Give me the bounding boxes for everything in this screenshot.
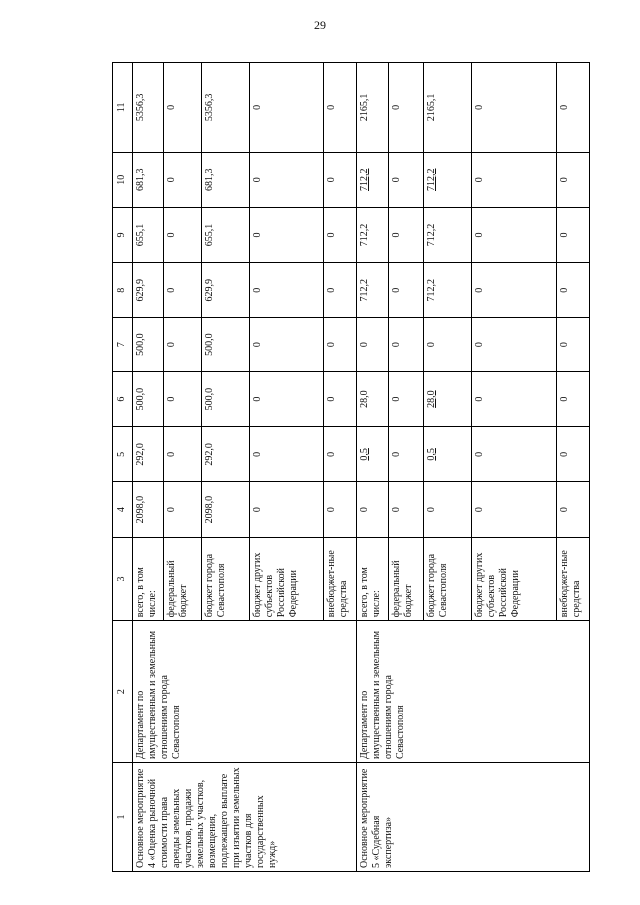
header-row [113, 63, 133, 872]
value-cell: 0 [164, 152, 201, 207]
value-cell: 0 [249, 263, 323, 318]
value-cell: 712,2 [356, 152, 388, 207]
value-cell: 0,5 [356, 427, 388, 482]
value-cell: 0 [324, 372, 357, 427]
value-cell: 0 [249, 63, 323, 153]
value-cell: 0 [471, 207, 556, 262]
value-cell: 0 [471, 263, 556, 318]
value-cell: 0 [249, 372, 323, 427]
source-label: федеральный бюджет [164, 537, 201, 621]
value-cell: 0 [471, 372, 556, 427]
value-cell: 0 [557, 263, 590, 318]
header-cell: 8 [113, 263, 133, 318]
value-cell: 0 [557, 482, 590, 537]
value-cell: 0 [164, 63, 201, 153]
source-label: бюджет других субъектов Российской Федерации [471, 537, 556, 621]
value-cell: 0 [388, 427, 423, 482]
value-cell: 0 [249, 207, 323, 262]
value-cell: 655,1 [132, 207, 164, 262]
header-cell: 1 [113, 763, 133, 872]
value-cell: 681,3 [132, 152, 164, 207]
value-cell: 28,0 [356, 372, 388, 427]
source-label: бюджет других субъектов Российской Федерации [249, 537, 323, 621]
value-cell: 0 [249, 482, 323, 537]
value-cell: 712,2 [423, 152, 471, 207]
value-cell: 712,2 [423, 263, 471, 318]
value-cell: 0 [471, 427, 556, 482]
value-cell: 0 [164, 263, 201, 318]
value-cell: 0 [557, 152, 590, 207]
value-cell: 292,0 [132, 427, 164, 482]
value-cell: 0 [249, 152, 323, 207]
header-cell: 9 [113, 207, 133, 262]
value-cell: 0 [557, 207, 590, 262]
header-cell: 6 [113, 372, 133, 427]
source-label: внебюджет-ные средства [557, 537, 590, 621]
value-cell: 500,0 [132, 318, 164, 372]
source-label: всего, в том числе: [132, 537, 164, 621]
value-cell: 0 [324, 63, 357, 153]
value-cell: 0 [164, 207, 201, 262]
value-cell: 0 [164, 372, 201, 427]
value-cell: 0 [388, 318, 423, 372]
value-cell: 629,9 [132, 263, 164, 318]
table-frame [112, 62, 590, 872]
value-cell: 0 [471, 152, 556, 207]
value-cell: 0 [557, 427, 590, 482]
value-cell: 2098,0 [201, 482, 249, 537]
value-cell: 712,2 [356, 263, 388, 318]
value-cell: 292,0 [201, 427, 249, 482]
value-cell: 500,0 [201, 318, 249, 372]
value-cell: 28,0 [423, 372, 471, 427]
value-cell: 0 [471, 318, 556, 372]
value-cell: 0 [324, 152, 357, 207]
value-cell: 0 [557, 372, 590, 427]
value-cell: 0 [388, 372, 423, 427]
value-cell: 655,1 [201, 207, 249, 262]
value-cell: 0 [356, 318, 388, 372]
value-cell: 0 [164, 427, 201, 482]
value-cell: 0,5 [423, 427, 471, 482]
value-cell: 0 [164, 318, 201, 372]
value-cell: 0 [356, 482, 388, 537]
value-cell: 5356,3 [132, 63, 164, 153]
value-cell: 0 [388, 482, 423, 537]
value-cell: 0 [388, 207, 423, 262]
value-cell: 712,2 [356, 207, 388, 262]
value-cell: 500,0 [132, 372, 164, 427]
value-cell: 5356,3 [201, 63, 249, 153]
source-label: всего, в том числе: [356, 537, 388, 621]
executor-name: Департамент по имущественным и земельным отношениям города Севастополя [356, 621, 589, 763]
source-label: бюджет города Севастополя [201, 537, 249, 621]
value-cell: 0 [388, 63, 423, 153]
value-cell: 0 [249, 427, 323, 482]
value-cell: 0 [324, 207, 357, 262]
value-cell: 0 [471, 63, 556, 153]
activity-name: Основное мероприятие 4 «Оценка рыночной стоимости права аренды земельных участков, продажи земельных участков, возмещения, подлежащего выплате при изъятии земельных участков для государственных нужд» [132, 763, 356, 872]
value-cell: 0 [557, 63, 590, 153]
value-cell: 0 [388, 152, 423, 207]
table-row [356, 63, 388, 872]
header-cell: 10 [113, 152, 133, 207]
value-cell: 0 [324, 482, 357, 537]
value-cell: 2165,1 [423, 63, 471, 153]
value-cell: 0 [423, 482, 471, 537]
source-label: бюджет города Севастополя [423, 537, 471, 621]
page-number: 29 [314, 18, 326, 32]
value-cell: 2165,1 [356, 63, 388, 153]
header-cell: 5 [113, 427, 133, 482]
value-cell: 629,9 [201, 263, 249, 318]
header-cell: 3 [113, 537, 133, 621]
value-cell: 0 [249, 318, 323, 372]
value-cell: 0 [324, 263, 357, 318]
value-cell: 681,3 [201, 152, 249, 207]
source-label: внебюджет-ные средства [324, 537, 357, 621]
value-cell: 0 [388, 263, 423, 318]
source-label: федеральный бюджет [388, 537, 423, 621]
header-cell: 4 [113, 482, 133, 537]
value-cell: 0 [324, 318, 357, 372]
value-cell: 0 [557, 318, 590, 372]
value-cell: 0 [423, 318, 471, 372]
value-cell: 0 [324, 427, 357, 482]
funding-table [112, 62, 590, 872]
table-row [132, 63, 164, 872]
value-cell: 712,2 [423, 207, 471, 262]
executor-name: Департамент по имущественным и земельным отношениям города Севастополя [132, 621, 356, 763]
value-cell: 2098,0 [132, 482, 164, 537]
value-cell: 0 [471, 482, 556, 537]
header-cell: 2 [113, 621, 133, 763]
value-cell: 0 [164, 482, 201, 537]
header-cell: 7 [113, 318, 133, 372]
activity-name: Основное мероприятие 5 «Судебная экспертиза» [356, 763, 589, 872]
value-cell: 500,0 [201, 372, 249, 427]
header-cell: 11 [113, 63, 133, 153]
